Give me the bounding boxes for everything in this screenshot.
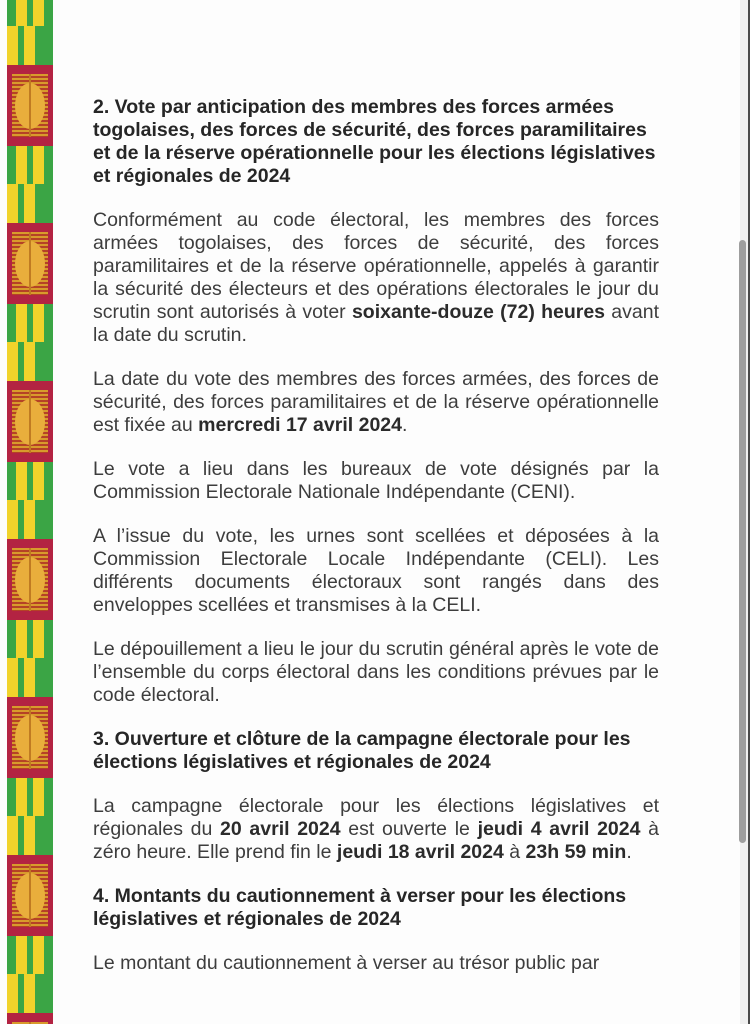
paragraph-text: La campagne électorale pour les élections législatives et régionales du bbox=[93, 795, 659, 840]
paragraph-bold-text: soixante-douze (72) heures bbox=[351, 301, 606, 323]
kente-woven-motif bbox=[12, 864, 48, 927]
kente-tile bbox=[7, 778, 53, 936]
kente-red-block bbox=[7, 697, 53, 778]
paragraph-text: à bbox=[503, 841, 526, 863]
scrollbar-thumb[interactable] bbox=[739, 240, 746, 843]
kente-red-block bbox=[7, 539, 53, 620]
paragraph bbox=[93, 458, 659, 504]
kente-woven-motif bbox=[12, 232, 48, 295]
paragraph-text: La date du vote des membres des forces armées, des forces de sécurité, des forces paramilitaires et de la réserve opérationnelle est fixée au bbox=[93, 368, 659, 436]
paragraph-bold-text: jeudi 18 avril 2024 bbox=[336, 841, 504, 863]
paragraph-text: avant la date du scrutin. bbox=[93, 301, 659, 346]
paragraph-text: à zéro heure. Elle prend fin le bbox=[93, 818, 659, 863]
kente-woven-motif bbox=[12, 548, 48, 611]
kente-green-stripes-bottom bbox=[7, 500, 53, 539]
paragraph-bold-text: 20 avril 2024 bbox=[220, 818, 341, 840]
kente-green-stripes-bottom bbox=[7, 184, 53, 223]
kente-tile bbox=[7, 936, 53, 1024]
kente-seam-line bbox=[29, 232, 31, 295]
kente-woven-motif bbox=[12, 74, 48, 137]
paragraph-text: est ouverte le bbox=[340, 818, 478, 840]
kente-red-block bbox=[7, 381, 53, 462]
paragraph-bold-text: jeudi 4 avril 2024 bbox=[477, 818, 641, 840]
kente-green-stripes-bottom bbox=[7, 974, 53, 1013]
paragraph-text: Le vote a lieu dans les bureaux de vote désignés par la Commission Electorale Nationale Indépendante (CENI). bbox=[93, 458, 659, 503]
kente-green-stripes-top bbox=[7, 778, 53, 816]
paragraph-text: Le dépouillement a lieu le jour du scrutin général après le vote de l’ensemble du corps électoral dans les conditions prévues par le code électoral. bbox=[93, 638, 659, 706]
kente-green-stripes-top bbox=[7, 0, 53, 26]
section-heading: 4. Montants du cautionnement à verser pour les élections législatives et régionales de 2024 bbox=[93, 885, 627, 930]
paragraph bbox=[93, 638, 659, 707]
paragraph-text: A l’issue du vote, les urnes sont scellées et déposées à la Commission Electorale Locale Indépendante (CELI). Les différents documents électoraux sont rangés dans des enveloppes scellées et transmises à la CELI. bbox=[93, 525, 659, 616]
paragraph-text: Conformément au code électoral, les membres des forces armées togolaises, des forces de sécurité, des forces paramilitaires et de la réserve opérationnelle, appelés à garantir la sécurité des électeurs et des opérations électorales le jour du scrutin sont autorisés à voter bbox=[93, 209, 659, 323]
section-heading: 2. Vote par anticipation des membres des forces armées togolaises, des forces de sécurité, des forces paramilitaires et de la réserve opérationnelle pour les élections législatives et régionales de 2024 bbox=[93, 96, 656, 187]
kente-green-stripes-top bbox=[7, 304, 53, 342]
paragraph bbox=[93, 368, 659, 437]
paragraph bbox=[93, 952, 659, 975]
document-content bbox=[93, 0, 659, 996]
kente-green-stripes-bottom bbox=[7, 26, 53, 65]
kente-red-block bbox=[7, 1013, 53, 1024]
kente-seam-line bbox=[29, 390, 31, 453]
kente-seam-line bbox=[29, 548, 31, 611]
paragraph-bold-text: mercredi 17 avril 2024 bbox=[198, 414, 402, 436]
kente-seam-line bbox=[29, 74, 31, 137]
kente-green-stripes-top bbox=[7, 462, 53, 500]
paragraph-text: Le montant du cautionnement à verser au trésor public par bbox=[93, 952, 600, 974]
kente-woven-motif bbox=[12, 390, 48, 453]
kente-green-stripes-bottom bbox=[7, 658, 53, 697]
paragraph-text: . bbox=[626, 841, 632, 863]
kente-red-block bbox=[7, 223, 53, 304]
paragraph bbox=[93, 209, 659, 347]
kente-green-stripes-bottom bbox=[7, 816, 53, 855]
kente-tile bbox=[7, 146, 53, 304]
kente-seam-line bbox=[29, 706, 31, 769]
kente-woven-motif bbox=[12, 706, 48, 769]
paragraph-bold-text: 23h 59 min bbox=[525, 841, 627, 863]
paragraph bbox=[93, 795, 659, 864]
kente-red-block bbox=[7, 855, 53, 936]
kente-green-stripes-top bbox=[7, 146, 53, 184]
kente-tile bbox=[7, 620, 53, 778]
kente-seam-line bbox=[29, 864, 31, 927]
kente-red-block bbox=[7, 65, 53, 146]
kente-green-stripes-top bbox=[7, 620, 53, 658]
kente-tile bbox=[7, 0, 53, 146]
section-heading: 3. Ouverture et clôture de la campagne électorale pour les élections législatives et régionales de 2024 bbox=[93, 728, 631, 773]
kente-pattern-border bbox=[7, 0, 53, 1024]
paragraph bbox=[93, 525, 659, 617]
kente-tile bbox=[7, 462, 53, 620]
paragraph-text: . bbox=[401, 414, 408, 436]
kente-green-stripes-top bbox=[7, 936, 53, 974]
kente-tile bbox=[7, 304, 53, 462]
kente-green-stripes-bottom bbox=[7, 342, 53, 381]
